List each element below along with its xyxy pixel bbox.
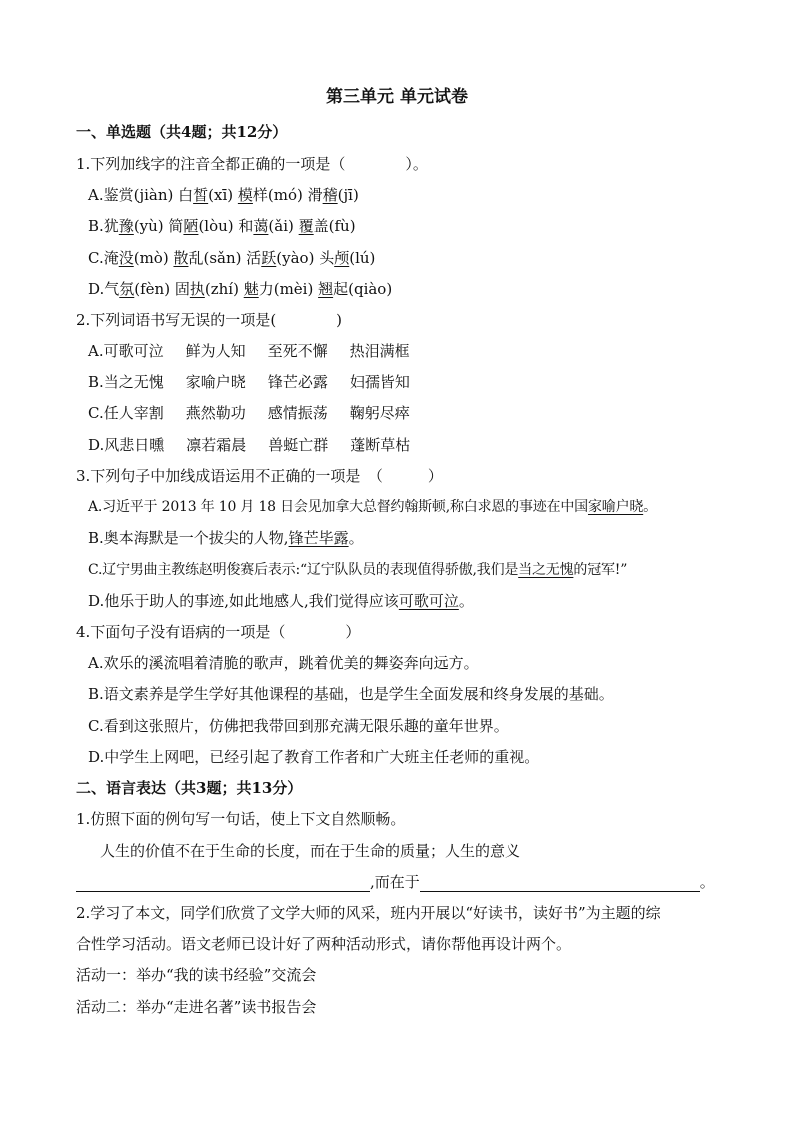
question-4-option-d: D.中学生上网吧，已经引起了教育工作者和广大班主任老师的重视。 (88, 748, 540, 766)
expression-1-answer-line: ,而在于 。 (76, 872, 715, 892)
expression-1-example: 人生的价值不在于生命的长度，而在于生命的质量；人生的意义 (100, 842, 521, 860)
expression-2-stem-line-2: 合性学习活动。语文老师已设计好了两种活动形式，请你帮他再设计两个。 (76, 935, 572, 953)
question-1-option-b: B.犹豫(yù) 简陋(lòu) 和蔼(ǎi) 覆盖(fù) (88, 217, 356, 235)
question-2-option-b: B.当之无愧 家喻户晓 锋芒必露 妇孺皆知 (88, 373, 410, 391)
question-4-option-c: C.看到这张照片，仿佛把我带回到那充满无限乐趣的童年世界。 (88, 717, 509, 735)
answer-blank-2[interactable] (420, 875, 700, 892)
question-1-option-c: C.淹没(mò) 散乱(sǎn) 活跃(yào) 头颅(lú) (88, 249, 376, 267)
question-1-stem: 1.下列加线字的注音全都正确的一项是（ ）。 (76, 155, 428, 173)
question-4-option-b: B.语文素养是学生学好其他课程的基础，也是学生全面发展和终身发展的基础。 (88, 685, 614, 703)
question-2-option-c: C.任人宰割 燕然勒功 感情振荡 鞠躬尽瘁 (88, 404, 410, 422)
question-1-option-d: D.气氛(fèn) 固执(zhí) 魅力(mèi) 翘起(qiào) (88, 280, 393, 298)
question-1-option-a: A.鉴赏(jiàn) 白皙(xī) 模样(mó) 滑稽(jī) (88, 186, 359, 204)
expression-1-stem: 1.仿照下面的例句写一句话，使上下文自然顺畅。 (76, 810, 406, 828)
answer-blank-1[interactable] (76, 875, 370, 892)
question-3-stem: 3.下列句子中加线成语运用不正确的一项是 （ ） (76, 467, 443, 485)
section-heading-single-choice: 一、单选题（共4题；共12分） (76, 123, 288, 141)
question-3-option-d: D.他乐于助人的事迹,如此地感人,我们觉得应该可歌可泣。 (88, 592, 474, 610)
expression-2-stem-line-1: 2.学习了本文，同学们欣赏了文学大师的风采，班内开展以“好读书，读好书”为主题的综 (76, 904, 661, 922)
question-3-option-a: A.习近平于 2013 年 10 月 18 日会见加拿大总督约翰斯顿,称白求恩的事迹在中国家喻户晓。 (88, 499, 657, 515)
question-2-option-d: D.风悲日曛 凛若霜晨 兽蜓亡群 蓬断草枯 (88, 436, 411, 454)
question-3-option-c: C.辽宁男曲主教练赵明俊赛后表示:“辽宁队队员的表现值得骄傲,我们是当之无愧的冠军!” (88, 562, 628, 578)
activity-1: 活动一：举办“我的读书经验”交流会 (76, 966, 317, 984)
question-2-option-a: A.可歌可泣 鲜为人知 至死不懈 热泪满框 (88, 342, 410, 360)
page-title: 第三单元 单元试卷 (326, 87, 468, 107)
question-4-option-a: A.欢乐的溪流唱着清脆的歌声，跳着优美的舞姿奔向远方。 (88, 654, 479, 672)
activity-2: 活动二：举办“走进名著”读书报告会 (76, 998, 317, 1016)
question-3-option-b: B.奥本海默是一个拔尖的人物,锋芒毕露。 (88, 529, 364, 547)
section-heading-language-expression: 二、语言表达（共3题；共13分） (76, 779, 303, 797)
question-2-stem: 2.下列词语书写无误的一项是( ) (76, 311, 343, 329)
question-4-stem: 4.下面句子没有语病的一项是（ ） (76, 623, 361, 641)
